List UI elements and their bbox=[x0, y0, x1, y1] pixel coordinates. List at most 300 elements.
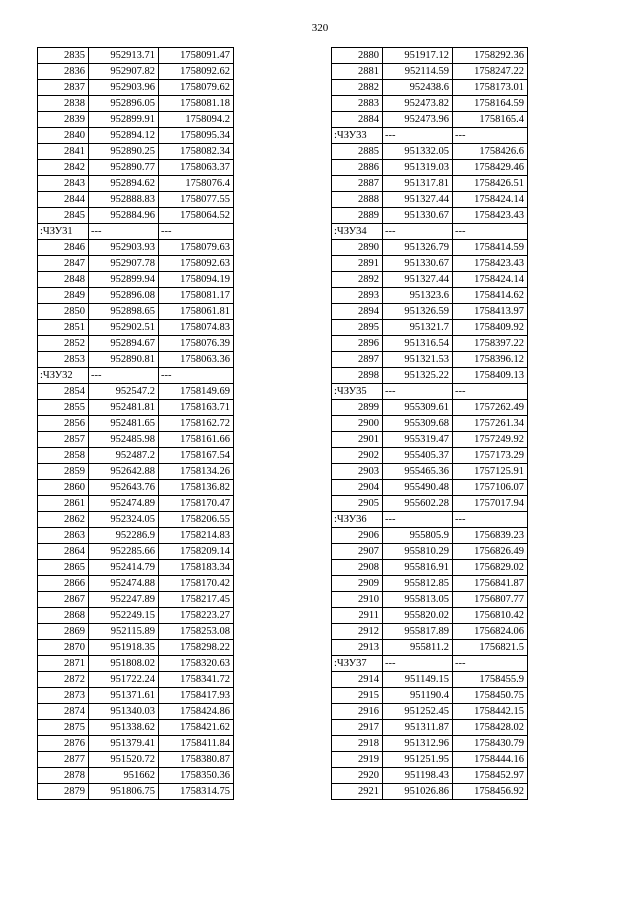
x-coordinate: 951321.7 bbox=[383, 320, 453, 336]
y-coordinate: 1758092.62 bbox=[159, 64, 234, 80]
table-row bbox=[332, 144, 528, 160]
table-row bbox=[38, 352, 234, 368]
y-coordinate: 1758183.34 bbox=[159, 560, 234, 576]
section-label-row bbox=[332, 384, 528, 400]
table-row bbox=[332, 688, 528, 704]
x-coordinate: 952894.12 bbox=[89, 128, 159, 144]
y-coordinate: 1758428.02 bbox=[453, 720, 528, 736]
x-coordinate: 952890.25 bbox=[89, 144, 159, 160]
table-row bbox=[38, 176, 234, 192]
table-row bbox=[38, 272, 234, 288]
table-row bbox=[38, 448, 234, 464]
y-coordinate: 1758214.83 bbox=[159, 528, 234, 544]
section-label: :ЧЗУ33 bbox=[332, 128, 383, 144]
table-row bbox=[38, 112, 234, 128]
y-coordinate: 1758444.16 bbox=[453, 752, 528, 768]
x-coordinate: 952285.66 bbox=[89, 544, 159, 560]
point-number: 2887 bbox=[332, 176, 383, 192]
y-placeholder: --- bbox=[453, 384, 528, 400]
section-label-row bbox=[332, 224, 528, 240]
x-coordinate: 951338.62 bbox=[89, 720, 159, 736]
table-row bbox=[38, 624, 234, 640]
point-number: 2889 bbox=[332, 208, 383, 224]
section-label-row bbox=[38, 224, 234, 240]
point-number: 2878 bbox=[38, 768, 89, 784]
table-row bbox=[332, 768, 528, 784]
point-number: 2839 bbox=[38, 112, 89, 128]
y-coordinate: 1758423.43 bbox=[453, 208, 528, 224]
table-row bbox=[38, 544, 234, 560]
table-row bbox=[332, 528, 528, 544]
point-number: 2851 bbox=[38, 320, 89, 336]
y-coordinate: 1758081.17 bbox=[159, 288, 234, 304]
x-coordinate: 955805.9 bbox=[383, 528, 453, 544]
y-coordinate: 1758074.83 bbox=[159, 320, 234, 336]
y-coordinate: 1758424.14 bbox=[453, 272, 528, 288]
table-row bbox=[332, 320, 528, 336]
x-coordinate: 952913.71 bbox=[89, 48, 159, 64]
point-number: 2908 bbox=[332, 560, 383, 576]
y-coordinate: 1758247.22 bbox=[453, 64, 528, 80]
x-coordinate: 952894.67 bbox=[89, 336, 159, 352]
table-row bbox=[332, 48, 528, 64]
x-coordinate: 951198.43 bbox=[383, 768, 453, 784]
point-number: 2857 bbox=[38, 432, 89, 448]
table-row bbox=[332, 80, 528, 96]
point-number: 2856 bbox=[38, 416, 89, 432]
table-row bbox=[332, 208, 528, 224]
point-number: 2881 bbox=[332, 64, 383, 80]
y-coordinate: 1758092.63 bbox=[159, 256, 234, 272]
y-coordinate: 1758164.59 bbox=[453, 96, 528, 112]
table-row bbox=[38, 48, 234, 64]
x-coordinate: 951917.12 bbox=[383, 48, 453, 64]
point-number: 2844 bbox=[38, 192, 89, 208]
table-row bbox=[38, 304, 234, 320]
y-coordinate: 1757249.92 bbox=[453, 432, 528, 448]
point-number: 2915 bbox=[332, 688, 383, 704]
point-number: 2882 bbox=[332, 80, 383, 96]
x-coordinate: 952894.62 bbox=[89, 176, 159, 192]
point-number: 2865 bbox=[38, 560, 89, 576]
x-coordinate: 952898.65 bbox=[89, 304, 159, 320]
y-coordinate: 1758094.2 bbox=[159, 112, 234, 128]
x-coordinate: 951327.44 bbox=[383, 272, 453, 288]
point-number: 2919 bbox=[332, 752, 383, 768]
point-number: 2918 bbox=[332, 736, 383, 752]
y-coordinate: 1758170.47 bbox=[159, 496, 234, 512]
table-row bbox=[38, 528, 234, 544]
x-coordinate: 952907.82 bbox=[89, 64, 159, 80]
coordinates-table-left bbox=[37, 47, 234, 800]
section-label-row bbox=[332, 656, 528, 672]
table-row bbox=[38, 144, 234, 160]
table-row bbox=[38, 512, 234, 528]
point-number: 2905 bbox=[332, 496, 383, 512]
x-placeholder: --- bbox=[383, 656, 453, 672]
y-coordinate: 1758397.22 bbox=[453, 336, 528, 352]
y-coordinate: 1758421.62 bbox=[159, 720, 234, 736]
point-number: 2866 bbox=[38, 576, 89, 592]
point-number: 2874 bbox=[38, 704, 89, 720]
x-coordinate: 955602.28 bbox=[383, 496, 453, 512]
x-coordinate: 952890.77 bbox=[89, 160, 159, 176]
y-coordinate: 1757173.29 bbox=[453, 448, 528, 464]
table-row bbox=[332, 64, 528, 80]
y-coordinate: 1758077.55 bbox=[159, 192, 234, 208]
y-coordinate: 1757262.49 bbox=[453, 400, 528, 416]
x-coordinate: 952899.91 bbox=[89, 112, 159, 128]
y-coordinate: 1758149.69 bbox=[159, 384, 234, 400]
table-row bbox=[38, 336, 234, 352]
table-body-right bbox=[332, 48, 528, 800]
y-coordinate: 1756810.42 bbox=[453, 608, 528, 624]
point-number: 2894 bbox=[332, 304, 383, 320]
section-label: :ЧЗУ36 bbox=[332, 512, 383, 528]
section-label-row bbox=[332, 128, 528, 144]
y-placeholder: --- bbox=[159, 368, 234, 384]
point-number: 2898 bbox=[332, 368, 383, 384]
x-coordinate: 952473.82 bbox=[383, 96, 453, 112]
x-coordinate: 952903.96 bbox=[89, 80, 159, 96]
y-coordinate: 1758079.62 bbox=[159, 80, 234, 96]
point-number: 2859 bbox=[38, 464, 89, 480]
x-placeholder: --- bbox=[383, 384, 453, 400]
table-row bbox=[332, 240, 528, 256]
table-row bbox=[38, 80, 234, 96]
y-coordinate: 1758452.97 bbox=[453, 768, 528, 784]
point-number: 2861 bbox=[38, 496, 89, 512]
x-coordinate: 951330.67 bbox=[383, 208, 453, 224]
y-coordinate: 1758396.12 bbox=[453, 352, 528, 368]
x-coordinate: 955811.2 bbox=[383, 640, 453, 656]
point-number: 2876 bbox=[38, 736, 89, 752]
point-number: 2863 bbox=[38, 528, 89, 544]
x-coordinate: 952249.15 bbox=[89, 608, 159, 624]
y-placeholder: --- bbox=[159, 224, 234, 240]
y-coordinate: 1758350.36 bbox=[159, 768, 234, 784]
point-number: 2849 bbox=[38, 288, 89, 304]
x-placeholder: --- bbox=[89, 368, 159, 384]
point-number: 2879 bbox=[38, 784, 89, 800]
y-coordinate: 1756829.02 bbox=[453, 560, 528, 576]
point-number: 2858 bbox=[38, 448, 89, 464]
x-coordinate: 951340.03 bbox=[89, 704, 159, 720]
table-row bbox=[332, 736, 528, 752]
y-coordinate: 1758095.34 bbox=[159, 128, 234, 144]
y-coordinate: 1758223.27 bbox=[159, 608, 234, 624]
point-number: 2900 bbox=[332, 416, 383, 432]
table-row bbox=[332, 496, 528, 512]
y-coordinate: 1756821.5 bbox=[453, 640, 528, 656]
point-number: 2912 bbox=[332, 624, 383, 640]
x-coordinate: 952114.59 bbox=[383, 64, 453, 80]
point-number: 2864 bbox=[38, 544, 89, 560]
point-number: 2869 bbox=[38, 624, 89, 640]
x-coordinate: 951325.22 bbox=[383, 368, 453, 384]
point-number: 2901 bbox=[332, 432, 383, 448]
point-number: 2888 bbox=[332, 192, 383, 208]
y-placeholder: --- bbox=[453, 512, 528, 528]
x-coordinate: 951311.87 bbox=[383, 720, 453, 736]
y-coordinate: 1758079.63 bbox=[159, 240, 234, 256]
x-coordinate: 951026.86 bbox=[383, 784, 453, 800]
y-coordinate: 1758094.19 bbox=[159, 272, 234, 288]
y-coordinate: 1758426.6 bbox=[453, 144, 528, 160]
coordinates-table-right bbox=[331, 47, 528, 800]
table-row bbox=[332, 480, 528, 496]
point-number: 2913 bbox=[332, 640, 383, 656]
y-coordinate: 1758076.4 bbox=[159, 176, 234, 192]
point-number: 2911 bbox=[332, 608, 383, 624]
point-number: 2852 bbox=[38, 336, 89, 352]
y-coordinate: 1758165.4 bbox=[453, 112, 528, 128]
table-row bbox=[332, 720, 528, 736]
x-placeholder: --- bbox=[383, 512, 453, 528]
table-row bbox=[38, 480, 234, 496]
x-coordinate: 951379.41 bbox=[89, 736, 159, 752]
x-coordinate: 951808.02 bbox=[89, 656, 159, 672]
table-row bbox=[332, 336, 528, 352]
y-coordinate: 1756826.49 bbox=[453, 544, 528, 560]
table-row bbox=[38, 384, 234, 400]
y-coordinate: 1757106.07 bbox=[453, 480, 528, 496]
table-row bbox=[332, 560, 528, 576]
x-coordinate: 952907.78 bbox=[89, 256, 159, 272]
table-row bbox=[332, 752, 528, 768]
table-row bbox=[38, 672, 234, 688]
table-row bbox=[332, 416, 528, 432]
point-number: 2904 bbox=[332, 480, 383, 496]
table-row bbox=[38, 496, 234, 512]
point-number: 2910 bbox=[332, 592, 383, 608]
x-coordinate: 955810.29 bbox=[383, 544, 453, 560]
y-coordinate: 1758413.97 bbox=[453, 304, 528, 320]
table-row bbox=[332, 400, 528, 416]
y-coordinate: 1758320.63 bbox=[159, 656, 234, 672]
x-coordinate: 952324.05 bbox=[89, 512, 159, 528]
y-coordinate: 1758163.71 bbox=[159, 400, 234, 416]
x-coordinate: 951326.79 bbox=[383, 240, 453, 256]
point-number: 2838 bbox=[38, 96, 89, 112]
x-coordinate: 952473.96 bbox=[383, 112, 453, 128]
y-coordinate: 1758170.42 bbox=[159, 576, 234, 592]
y-coordinate: 1758455.9 bbox=[453, 672, 528, 688]
x-coordinate: 952896.08 bbox=[89, 288, 159, 304]
x-coordinate: 952890.81 bbox=[89, 352, 159, 368]
x-coordinate: 955817.89 bbox=[383, 624, 453, 640]
point-number: 2860 bbox=[38, 480, 89, 496]
table-row bbox=[332, 608, 528, 624]
point-number: 2883 bbox=[332, 96, 383, 112]
y-coordinate: 1758076.39 bbox=[159, 336, 234, 352]
y-placeholder: --- bbox=[453, 128, 528, 144]
x-coordinate: 951312.96 bbox=[383, 736, 453, 752]
point-number: 2906 bbox=[332, 528, 383, 544]
x-coordinate: 951149.15 bbox=[383, 672, 453, 688]
y-coordinate: 1758456.92 bbox=[453, 784, 528, 800]
x-coordinate: 952902.51 bbox=[89, 320, 159, 336]
x-coordinate: 951722.24 bbox=[89, 672, 159, 688]
table-row bbox=[38, 608, 234, 624]
point-number: 2868 bbox=[38, 608, 89, 624]
x-coordinate: 952485.98 bbox=[89, 432, 159, 448]
x-coordinate: 952487.2 bbox=[89, 448, 159, 464]
x-coordinate: 951520.72 bbox=[89, 752, 159, 768]
table-row bbox=[332, 288, 528, 304]
table-row bbox=[38, 720, 234, 736]
table-row bbox=[38, 288, 234, 304]
x-coordinate: 955490.48 bbox=[383, 480, 453, 496]
x-coordinate: 951918.35 bbox=[89, 640, 159, 656]
point-number: 2873 bbox=[38, 688, 89, 704]
point-number: 2850 bbox=[38, 304, 89, 320]
point-number: 2848 bbox=[38, 272, 89, 288]
point-number: 2871 bbox=[38, 656, 89, 672]
x-coordinate: 951316.54 bbox=[383, 336, 453, 352]
table-row bbox=[332, 160, 528, 176]
table-row bbox=[332, 368, 528, 384]
x-coordinate: 955465.36 bbox=[383, 464, 453, 480]
point-number: 2921 bbox=[332, 784, 383, 800]
x-coordinate: 951251.95 bbox=[383, 752, 453, 768]
point-number: 2835 bbox=[38, 48, 89, 64]
table-row bbox=[38, 64, 234, 80]
y-coordinate: 1756807.77 bbox=[453, 592, 528, 608]
table-row bbox=[332, 176, 528, 192]
y-coordinate: 1758063.36 bbox=[159, 352, 234, 368]
x-coordinate: 951806.75 bbox=[89, 784, 159, 800]
x-coordinate: 951371.61 bbox=[89, 688, 159, 704]
table-row bbox=[38, 320, 234, 336]
x-coordinate: 955812.85 bbox=[383, 576, 453, 592]
x-coordinate: 951321.53 bbox=[383, 352, 453, 368]
table-row bbox=[332, 592, 528, 608]
y-coordinate: 1758424.86 bbox=[159, 704, 234, 720]
x-coordinate: 952414.79 bbox=[89, 560, 159, 576]
table-row bbox=[332, 448, 528, 464]
y-coordinate: 1758253.08 bbox=[159, 624, 234, 640]
x-coordinate: 952547.2 bbox=[89, 384, 159, 400]
section-label: :ЧЗУ37 bbox=[332, 656, 383, 672]
point-number: 2870 bbox=[38, 640, 89, 656]
point-number: 2846 bbox=[38, 240, 89, 256]
table-row bbox=[38, 576, 234, 592]
table-row bbox=[38, 592, 234, 608]
point-number: 2854 bbox=[38, 384, 89, 400]
y-coordinate: 1758409.92 bbox=[453, 320, 528, 336]
x-coordinate: 952643.76 bbox=[89, 480, 159, 496]
y-coordinate: 1758341.72 bbox=[159, 672, 234, 688]
section-label: :ЧЗУ31 bbox=[38, 224, 89, 240]
x-placeholder: --- bbox=[383, 128, 453, 144]
section-label-row bbox=[38, 368, 234, 384]
x-coordinate: 951332.05 bbox=[383, 144, 453, 160]
table-row bbox=[38, 400, 234, 416]
x-coordinate: 952474.88 bbox=[89, 576, 159, 592]
x-coordinate: 952286.9 bbox=[89, 528, 159, 544]
y-coordinate: 1758426.51 bbox=[453, 176, 528, 192]
point-number: 2916 bbox=[332, 704, 383, 720]
x-coordinate: 952247.89 bbox=[89, 592, 159, 608]
y-coordinate: 1758292.36 bbox=[453, 48, 528, 64]
table-row bbox=[332, 784, 528, 800]
table-row bbox=[38, 704, 234, 720]
point-number: 2920 bbox=[332, 768, 383, 784]
point-number: 2909 bbox=[332, 576, 383, 592]
point-number: 2896 bbox=[332, 336, 383, 352]
y-placeholder: --- bbox=[453, 656, 528, 672]
y-coordinate: 1758061.81 bbox=[159, 304, 234, 320]
y-coordinate: 1758430.79 bbox=[453, 736, 528, 752]
y-coordinate: 1758429.46 bbox=[453, 160, 528, 176]
table-row bbox=[38, 736, 234, 752]
point-number: 2907 bbox=[332, 544, 383, 560]
point-number: 2841 bbox=[38, 144, 89, 160]
table-row bbox=[332, 704, 528, 720]
x-coordinate: 951330.67 bbox=[383, 256, 453, 272]
x-coordinate: 952884.96 bbox=[89, 208, 159, 224]
table-row bbox=[38, 256, 234, 272]
x-coordinate: 952438.6 bbox=[383, 80, 453, 96]
x-coordinate: 952896.05 bbox=[89, 96, 159, 112]
y-coordinate: 1758082.34 bbox=[159, 144, 234, 160]
point-number: 2872 bbox=[38, 672, 89, 688]
y-coordinate: 1758298.22 bbox=[159, 640, 234, 656]
point-number: 2880 bbox=[332, 48, 383, 64]
point-number: 2875 bbox=[38, 720, 89, 736]
y-coordinate: 1758161.66 bbox=[159, 432, 234, 448]
table-row bbox=[38, 192, 234, 208]
y-coordinate: 1758417.93 bbox=[159, 688, 234, 704]
y-coordinate: 1758442.15 bbox=[453, 704, 528, 720]
x-coordinate: 955813.05 bbox=[383, 592, 453, 608]
point-number: 2845 bbox=[38, 208, 89, 224]
table-row bbox=[38, 768, 234, 784]
y-coordinate: 1758081.18 bbox=[159, 96, 234, 112]
x-coordinate: 952903.93 bbox=[89, 240, 159, 256]
point-number: 2893 bbox=[332, 288, 383, 304]
table-row bbox=[332, 272, 528, 288]
point-number: 2886 bbox=[332, 160, 383, 176]
point-number: 2903 bbox=[332, 464, 383, 480]
y-coordinate: 1758414.59 bbox=[453, 240, 528, 256]
y-coordinate: 1758162.72 bbox=[159, 416, 234, 432]
section-label: :ЧЗУ32 bbox=[38, 368, 89, 384]
point-number: 2842 bbox=[38, 160, 89, 176]
section-label: :ЧЗУ34 bbox=[332, 224, 383, 240]
table-row bbox=[38, 752, 234, 768]
point-number: 2855 bbox=[38, 400, 89, 416]
section-label: :ЧЗУ35 bbox=[332, 384, 383, 400]
x-placeholder: --- bbox=[383, 224, 453, 240]
x-coordinate: 951326.59 bbox=[383, 304, 453, 320]
table-row bbox=[38, 432, 234, 448]
table-row bbox=[38, 560, 234, 576]
table-row bbox=[332, 256, 528, 272]
point-number: 2895 bbox=[332, 320, 383, 336]
table-row bbox=[332, 464, 528, 480]
x-coordinate: 951190.4 bbox=[383, 688, 453, 704]
x-coordinate: 952888.83 bbox=[89, 192, 159, 208]
x-placeholder: --- bbox=[89, 224, 159, 240]
table-row bbox=[38, 640, 234, 656]
table-row bbox=[38, 128, 234, 144]
table-row bbox=[332, 624, 528, 640]
table-row bbox=[332, 192, 528, 208]
y-coordinate: 1758409.13 bbox=[453, 368, 528, 384]
point-number: 2884 bbox=[332, 112, 383, 128]
